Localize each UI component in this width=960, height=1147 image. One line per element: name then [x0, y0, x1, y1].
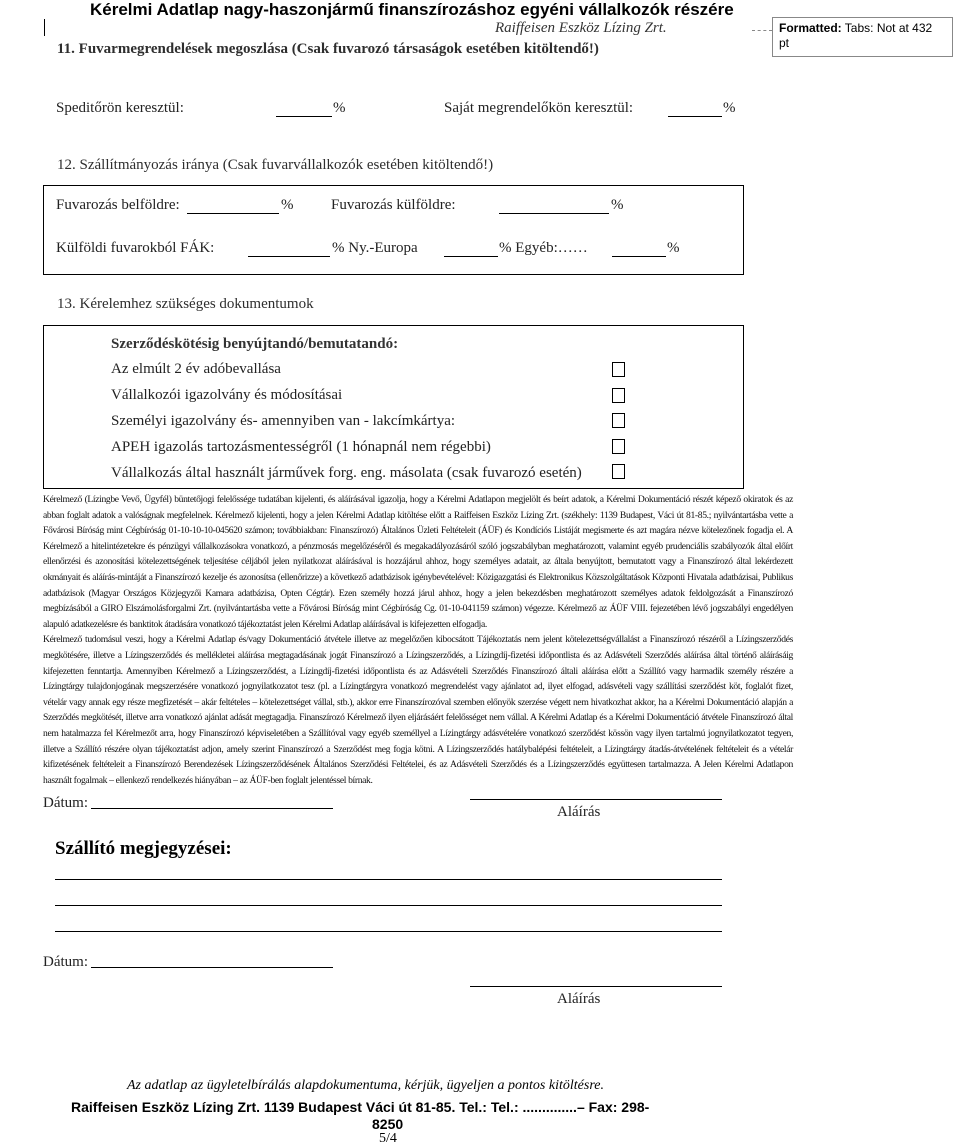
- egyeb-pct: %: [667, 240, 680, 256]
- page-number: 5/4: [379, 1131, 397, 1146]
- text-cursor: [44, 19, 45, 36]
- legal-paragraph-2: Kérelmező tudomásul veszi, hogy a Kérelmi Adatlap és/vagy Dokumentáció átvétele illetve az megelőzően kibocsátott Tájékoztatás nem jelent kötelezettségvállalást a Finanszírozó részéről a Lízingszerződés megkötésére, illetve a Lízingszerződés és mellékletei aláírása megtagadásának jogát Finanszírozó a Lízingszerződés, a Lízingdíj-fizetési időpontlista és az Adásvételi Szerződés aláírása által történő aláírásáig kifejezetten fenntartja. Amennyiben Kérelmező a Lízingszerződést, a Lízingdíj-fizetési időpontlista és az Adásvételi Szerződés Finanszírozó általi aláírása előtt a Szállító vagy harmadik személy részére a Lízingtárgy tulajdonjogának megszerzésére vonatkozó jognyilatkozatot tesz (pl. a Lízingtárgyra vonatkozó megrendelést vagy ajánlatot ad, ilyet elfogad, adásvételi vagy szállítási szerződést köt, foglalót fizet, vételár vagy annak egy része megfizetését – akár feltételes – kötelezettséget vállal, stb.), akkor erre Finanszírozóval szemben előnyök szerzése végett nem hivatkozhat akkor, ha a Kérelmi Dokumentáció alapján a Szerződés megkötését, illetve arra vonatkozó ajánlat adását megtagadja. Finanszírozó Kérelmező ilyen eljárásáért felelősséget nem vállal. A Kérelmi Adatlap és a Kérelmi Dokumentáció átvétele Finanszírozó által nem hatalmazza fel Kérelmezőt arra, hogy Finanszírozó képviseletében a Szállítóval vagy egyéb személlyel a Lízingtárgy adásvételére vonatkozó szerződést kössön vagy ilyen tartalmú jognyilatkozatot tegyen, illetve a Szállító részére olyan tájékoztatást adjon, amely szerint Finanszírozó a Szerződést meg fogja kötni. A Lízingszerződés hatálybalépési feltételeit, a Lízingtárgy átadás-átvételének feltételeit és a vételár kifizetésének feltételeit a Finanszírozó Berendezések Lízingszerződésének Általános Szerződési Feltételei, és az Adásvételi Szerződés és a Lízingszerződés együttesen tartalmazza. A Jelen Kérelmi Adatlapon használt fogalmak – ellenkező rendelkezés hiányában – az ÁÜF-ben foglalt jelentéssel bírnak.: [43, 634, 793, 786]
- doc-item-4: APEH igazolás tartozásmentességről (1 hónapnál nem régebbi): [111, 439, 491, 455]
- speditor-row: [56, 100, 184, 117]
- egyeb-field[interactable]: [612, 244, 666, 257]
- doc-item-3: Személyi igazolvány és- amennyiben van - lakcímkártya:: [111, 413, 456, 429]
- doc-checkbox-3[interactable]: [612, 413, 625, 428]
- doc-item-2: Vállalkozói igazolvány és módosításai: [111, 387, 343, 403]
- company-header: Raiffeisen Eszköz Lízing Zrt.: [495, 20, 667, 36]
- legal-declaration: [43, 492, 793, 788]
- comment-text: Tabs: Not at 432: [844, 21, 933, 35]
- documents-subheading: Szerződéskötésig benyújtandó/bemutatandó:: [111, 336, 399, 352]
- doc-checkbox-2[interactable]: [612, 388, 625, 403]
- document-title: Kérelmi Adatlap nagy-haszonjármű finanszírozáshoz egyéni vállalkozók részére: [90, 0, 734, 19]
- section-12-heading: 12. Szállítmányozás iránya (Csak fuvarvállalkozók esetében kitöltendő!): [57, 157, 494, 173]
- doc-checkbox-1[interactable]: [612, 362, 625, 377]
- section-11-heading: 11. Fuvarmegrendelések megoszlása (Csak fuvarozó társaságok esetében kitöltendő!): [57, 41, 599, 57]
- comment-label: Formatted:: [779, 21, 842, 35]
- egyeb-label: % Egyéb:……: [499, 240, 588, 256]
- signature-line-1[interactable]: [470, 799, 722, 800]
- footer-fax-cont: 8250: [372, 1116, 404, 1132]
- doc-item-5: Vállalkozás által használt járművek forg. eng. másolata (csak fuvarozó esetén): [111, 465, 582, 481]
- doc-checkbox-4[interactable]: [612, 439, 625, 454]
- section-13-heading: 13. Kérelemhez szükséges dokumentumok: [57, 296, 314, 312]
- domestic-label: Fuvarozás belföldre:: [56, 197, 180, 213]
- doc-checkbox-5[interactable]: [612, 464, 625, 479]
- date-label-2: Dátum:: [43, 954, 88, 970]
- comment-text-cont: pt: [779, 36, 790, 50]
- remarks-line-2[interactable]: [55, 905, 722, 906]
- abroad-field[interactable]: [499, 201, 609, 214]
- date-field-1[interactable]: [91, 808, 333, 809]
- ny-europa-label: % Ny.-Europa: [332, 240, 418, 256]
- remarks-line-1[interactable]: [55, 879, 722, 880]
- doc-item-1: Az elmúlt 2 év adóbevallása: [111, 361, 281, 377]
- footer-address: Raiffeisen Eszköz Lízing Zrt. 1139 Budapest Váci út 81-85. Tel.: Tel.: ..............– Fax: 298-: [71, 1099, 650, 1115]
- date-field-2[interactable]: [91, 967, 333, 968]
- abroad-pct: %: [611, 197, 624, 213]
- date-label-1: Dátum:: [43, 795, 88, 811]
- signature-line-2[interactable]: [470, 986, 722, 987]
- speditor-field[interactable]: [276, 104, 332, 117]
- comment-connector: [752, 30, 772, 31]
- domestic-pct: %: [281, 197, 294, 213]
- signature-label-2: Aláírás: [557, 991, 601, 1007]
- own-pct: %: [723, 100, 736, 116]
- signature-label-1: Aláírás: [557, 804, 601, 820]
- speditor-label: Speditőrön keresztül:: [56, 100, 184, 116]
- own-label: Saját megrendelőkön keresztül:: [444, 100, 634, 116]
- own-field[interactable]: [668, 104, 722, 117]
- remarks-line-3[interactable]: [55, 931, 722, 932]
- ny-europa-field[interactable]: [444, 244, 498, 257]
- domestic-field[interactable]: [187, 201, 279, 214]
- footer-note: Az adatlap az ügyletelbírálás alapdokumentuma, kérjük, ügyeljen a pontos kitöltésre.: [127, 1078, 604, 1093]
- abroad-label: Fuvarozás külföldre:: [331, 197, 456, 213]
- formatting-comment-balloon[interactable]: [772, 17, 953, 57]
- speditor-pct: %: [333, 100, 346, 116]
- fak-field[interactable]: [248, 244, 330, 257]
- foreign-label: Külföldi fuvarokból FÁK:: [56, 240, 215, 256]
- legal-paragraph-1: Kérelmező (Lízingbe Vevő, Ügyfél) büntetőjogi felelőssége tudatában kijelenti, és aláírásával igazolja, hogy a Kérelmi Adatlapon megjelölt és beírt adatok, a Kérelmi Dokumentáció részét képező okiratok és az abban foglalt adatok a valóságnak megfelelnek. Kérelmező kijelenti, hogy a jelen Kérelmi Adatlap kitöltése előtt a Raiffeisen Eszköz Lízing Zrt. (székhely: 1139 Budapest, Váci út 81-85.; nyilvántartásba vette a Fővárosi Bíróság mint Cégbíróság 01-10-10-10-045620 számon; továbbiakban: Finanszírozó) Általános Üzleti Feltételeit (ÁÜF) és Kondíciós Listáját megismerte és azt magára nézve kötelezőnek fogadja el. A Kérelmező a hitelintézetekre és pénzügyi vállalkozásokra vonatkozó, a pénzmosás megelőzéséről és megakadályozásáról szóló jogszabályban meghatározott, valamint egyéb prudenciális szabályozók által előírt ellenőrzési és azonosítási kötelezettségének teljesítése céljából jelen nyilatkozat aláírásával is hozzájárul ahhoz, hogy személyes adatait, az általa benyújtott, bemutatott vagy a Finanszírozó által lekérdezett okmányait és aláírás-mintáját a Finanszírozó kezelje és azonosítsa (ellenőrizze) a következő adatbázisok igénybevételével: Közigazgatási és Elektronikus Közszolgáltatások Központi Hivatala adatbázisai, Publikus adatbázisok (Magyar Országos Közjegyzői Kamara adatbázisa, Opten Cégtár). Ezen személy hozzá járul ahhoz, hogy a jelen bekezdésben meghatározott személyes adatok feldolgozását a Finanszírozó megbízásából a GIRO Elszámolásforgalmi Zrt. (nyilvántartásba vette a Fővárosi Bíróság mint Cégbíróság Cg. 01-10-041159 számon) végezze. Kérelmező az ÁÜF VIII. fejezetében lévő jogszabályi engedélyen alapuló adatkezelésre és banktitok átadására vonatkozó tájékoztatást jelen Kérelmi Adatlap aláírásával is kifejezetten elfogadja.: [43, 494, 793, 630]
- supplier-remarks-heading: Szállító megjegyzései:: [55, 838, 232, 859]
